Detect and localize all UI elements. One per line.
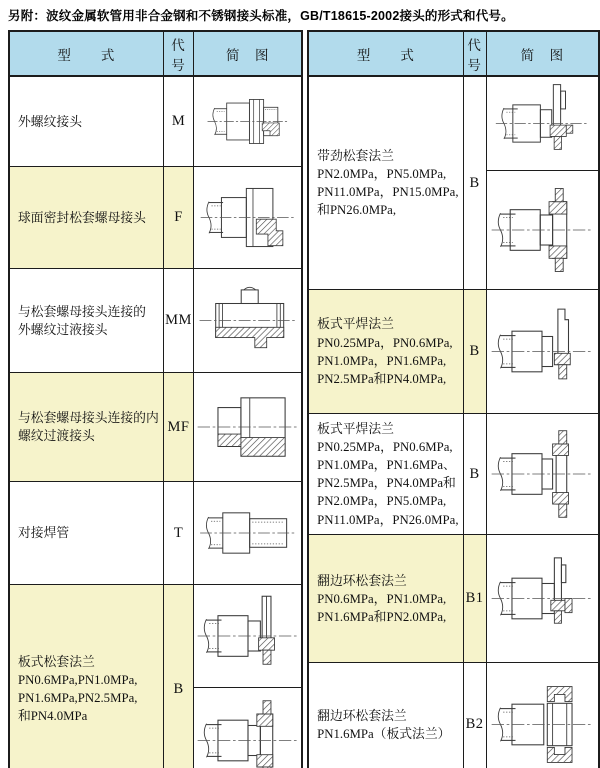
diagram-cell — [486, 414, 599, 535]
diagram-lap-ring-plate-flange — [489, 672, 595, 768]
type-text-line: PN0.25MPa，PN0.6MPa, — [317, 335, 453, 350]
type-text-line: 和PN4.0MPa — [18, 709, 88, 724]
diagram-cell — [486, 76, 599, 171]
type-text-line: 带劲松套法兰 — [317, 148, 394, 163]
type-cell — [308, 535, 463, 663]
column-header-code: 代号 — [463, 31, 486, 76]
header-row — [308, 31, 599, 76]
type-text-line: 翻边环松套法兰 — [317, 573, 407, 588]
code-cell: T — [163, 482, 194, 585]
type-text-line: PN1.6MPa,PN2.5MPa, — [18, 691, 138, 706]
type-cell — [308, 663, 463, 768]
diagram-cell — [194, 373, 302, 482]
type-text-line: 与松套螺母接头连接的内 — [18, 411, 159, 426]
table-row — [9, 167, 302, 269]
table-row — [308, 535, 599, 663]
diagram-plate-loose-flange-sym — [195, 694, 301, 768]
type-text-line: 对接焊管 — [18, 526, 70, 541]
diagram-spherical-loose-nut-fitting — [195, 176, 301, 259]
type-text-line: 螺纹过渡接头 — [18, 429, 95, 444]
table-row — [9, 373, 302, 482]
table-row — [9, 269, 302, 373]
type-text-line: PN1.0MPa，PN1.6MPa, — [317, 353, 447, 368]
column-header-diagram: 简 图 — [486, 31, 599, 76]
header-row — [9, 31, 302, 76]
diagram-plate-loose-flange-up — [195, 591, 301, 681]
table-row — [9, 482, 302, 585]
diagram-plate-weld-flange-sym — [489, 423, 595, 525]
type-text-line: 外螺纹接头 — [18, 114, 82, 129]
type-text-line: 外螺纹过液接头 — [18, 322, 108, 337]
type-text-line: PN1.6MPa和PN2.0MPa, — [317, 609, 447, 624]
type-cell — [9, 167, 163, 269]
code-cell: MF — [163, 373, 194, 482]
diagram-cell — [194, 167, 302, 269]
diagram-cell — [486, 663, 599, 768]
code-cell: B — [463, 414, 486, 535]
type-text-line: PN11.0MPa，PN26.0MPa, — [317, 512, 459, 527]
type-cell — [9, 76, 163, 167]
type-text-line: 与松套螺母接头连接的 — [18, 304, 146, 319]
table-row — [308, 414, 599, 535]
type-cell — [308, 414, 463, 535]
tables-container — [8, 30, 600, 768]
type-text-line: 板式平焊法兰 — [317, 421, 394, 436]
table-row — [308, 663, 599, 768]
type-text-line: PN2.5MPa和PN4.0MPa, — [317, 371, 447, 386]
diagram-cell — [194, 585, 302, 688]
diagram-plate-weld-flange-up — [489, 299, 595, 404]
diagram-cell — [486, 171, 599, 290]
diagram-male-thread-fitting — [195, 86, 301, 157]
type-text-line: 翻边环松套法兰 — [317, 708, 407, 723]
type-text-line: 板式平焊法兰 — [317, 317, 394, 332]
type-text-line: PN0.25MPa，PN0.6MPa, — [317, 439, 453, 454]
code-cell: F — [163, 167, 194, 269]
code-cell: MM — [163, 269, 194, 373]
type-text-line: PN2.0MPa，PN5.0MPa, — [317, 167, 447, 182]
type-cell — [9, 373, 163, 482]
type-text-line: PN0.6MPa,PN1.0MPa, — [18, 673, 138, 688]
type-cell — [9, 269, 163, 373]
code-cell: B2 — [463, 663, 486, 768]
fittings-table-right — [307, 30, 600, 768]
diagram-cell — [194, 269, 302, 373]
code-cell: B — [463, 290, 486, 414]
table-row — [308, 76, 599, 171]
type-text-line: PN0.6MPa，PN1.0MPa, — [317, 591, 447, 606]
column-header-type: 型 式 — [308, 31, 463, 76]
diagram-cell — [194, 76, 302, 167]
diagram-cell — [486, 290, 599, 414]
code-cell: B — [463, 76, 486, 290]
diagram-male-male-adapter — [195, 278, 301, 363]
diagram-butt-weld-pipe — [195, 491, 301, 575]
type-text-line: 和PN26.0MPa, — [317, 203, 397, 218]
type-cell — [9, 585, 163, 768]
type-cell — [9, 482, 163, 585]
code-cell: B — [163, 585, 194, 768]
diagram-cell — [194, 482, 302, 585]
diagram-lap-ring-loose-flange — [489, 544, 595, 653]
type-text-line: PN1.6MPa（板式法兰） — [317, 726, 451, 741]
type-text-line: PN2.0MPa，PN5.0MPa, — [317, 494, 447, 509]
fittings-table-left — [8, 30, 303, 768]
diagram-neck-loose-flange-sym — [489, 177, 595, 283]
type-text-line: 板式松套法兰 — [18, 654, 95, 669]
diagram-cell — [194, 688, 302, 768]
table-row — [9, 585, 302, 688]
column-header-type: 型 式 — [9, 31, 163, 76]
column-header-code: 代号 — [163, 31, 194, 76]
type-cell — [308, 76, 463, 290]
type-cell — [308, 290, 463, 414]
code-cell: M — [163, 76, 194, 167]
type-text-line: PN11.0MPa，PN15.0MPa, — [317, 185, 459, 200]
code-cell: B1 — [463, 535, 486, 663]
type-text-line: PN1.0MPa，PN1.6MPa、 — [317, 458, 456, 473]
page-title: 另附：波纹金属软管用非合金钢和不锈钢接头标准，GB/T18615-2002接头的形式和代号。 — [8, 9, 514, 23]
diagram-neck-loose-flange-up — [489, 83, 595, 164]
type-text-line: 球面密封松套螺母接头 — [18, 210, 146, 225]
diagram-cell — [486, 535, 599, 663]
table-row — [9, 76, 302, 167]
type-text-line: PN2.5MPa，PN4.0MPa和 — [317, 476, 456, 491]
diagram-male-female-adapter — [195, 382, 301, 472]
table-row — [308, 290, 599, 414]
column-header-diagram: 简 图 — [194, 31, 302, 76]
